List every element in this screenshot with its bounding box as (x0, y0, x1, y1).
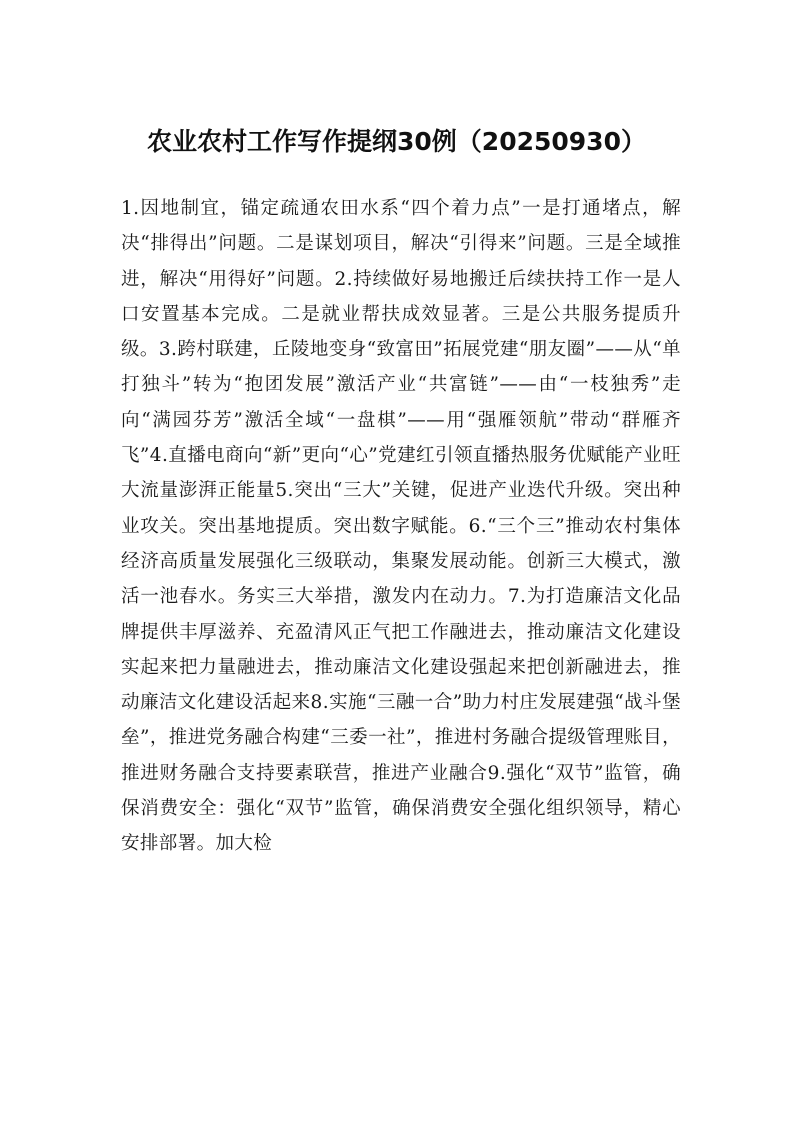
document-body-text: 1.因地制宜，锚定疏通农田水系“四个着力点”一是打通堵点，解决“排得出”问题。二是谋划项目，解决“引得来”问题。三是全域推进，解决“用得好”问题。2.持续做好易地搬迁后续扶持工作一是人口安置基本完成。二是就业帮扶成效显著。三是公共服务提质升级。3.跨村联建，丘陵地变身“致富田”拓展党建“朋友圈”——从“单打独斗”转为“抱团发展”激活产业“共富链”——由“一枝独秀”走向“满园芬芳”激活全域“一盘棋”——用“强雁领航”带动“群雁齐飞”4.直播电商向“新”更向“心”党建红引领直播热服务优赋能产业旺大流量澎湃正能量5.突出“三大”关键，促进产业迭代升级。突出种业攻关。突出基地提质。突出数字赋能。6.“三个三”推动农村集体经济高质量发展强化三级联动，集聚发展动能。创新三大模式，激活一池春水。务实三大举措，激发内在动力。7.为打造廉洁文化品牌提供丰厚滋养、充盈清风正气把工作融进去，推动廉洁文化建设实起来把力量融进去，推动廉洁文化建设强起来把创新融进去，推动廉洁文化建设活起来8.实施“三融一合”助力村庄发展建强“战斗堡垒”，推进党务融合构建“三委一社”，推进村务融合提级管理账目，推进财务融合支持要素联营，推进产业融合9.强化“双节”监管，确保消费安全：强化“双节”监管，确保消费安全强化组织领导，精心安排部署。加大检 (121, 198, 681, 855)
document-title: 农业农村工作写作提纲30例（20250930） (147, 127, 646, 156)
